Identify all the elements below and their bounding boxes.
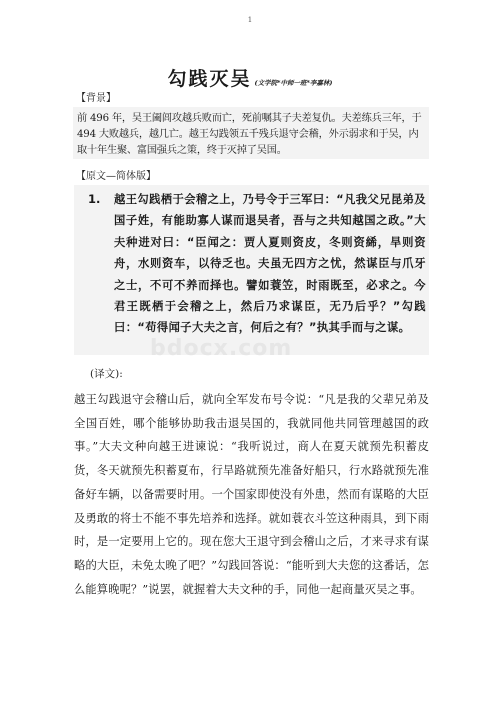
author-line: (文学院*中师一班*李嘉林) [254,79,333,87]
original-text-box [74,185,429,355]
page-number: 1 [247,16,253,24]
item-number: 1. [88,192,101,206]
page-title: 勾践灭吴 [167,68,252,90]
title-row [0,64,500,91]
original-passage: 越王勾践栖于会稽之上，乃号令于三军曰：“凡我父兄昆弟及国子姓，有能助寡人谋而退吴者，吾与之共知越国之政。”大夫种进对曰：“臣闻之：贾人夏则资皮，冬则资絺，旱则资舟，水则资车，以待乏也。夫虽无四方之忧，然谋臣与爪牙之士，不可不养而择也。譬如蓑笠，时雨既至，必求之。今君王既栖于会稽之上，然后乃求谋臣，无乃后乎？”勾践曰：“苟得闻子大夫之言，何后之有？”执其手而与之谋。 [114,193,426,335]
background-label: 【背景】 [76,93,116,104]
original-label: 【原文—简体版】 [76,171,156,182]
background-box [73,107,429,159]
background-text: 前 496 年，吴王阖闾攻越兵败而亡，死前嘱其子夫差复仇。夫差练兵三年，于 494 大败越兵，越几亡。越王勾践领五千残兵退守会稽，外示弱求和于吴，内取十年生聚、富国强兵之策，终于灭掉了吴国。 [77,113,422,156]
translation-label: (译文): [90,368,123,380]
watermark: bdocx.com [150,336,293,361]
translation-text: 越王勾践退守会稽山后，就向全军发布号令说：“凡是我的父辈兄弟及全国百姓，哪个能够协助我击退吴国的，我就同他共同管理越国的政事。”大夫文种向越王进谏说：“我听说过，商人在夏天就预先积蓄皮货，冬天就预先积蓄夏布，行旱路就预先准备好船只，行水路就预先准备好车辆，以备需要时用。一个国家即使没有外患，然而有谋略的大臣及勇敢的将士不能不事先培养和选择。就如蓑衣斗笠这种雨具，到下雨时，是一定要用上它的。现在您大王退守到会稽山之后，才来寻求有谋略的大臣，未免太晚了吧？”勾践回答说：“能听到大夫您的这番话，怎么能算晚呢？”说罢，就握着大夫文种的手，同他一起商量灭吴之事。 [74,393,429,596]
